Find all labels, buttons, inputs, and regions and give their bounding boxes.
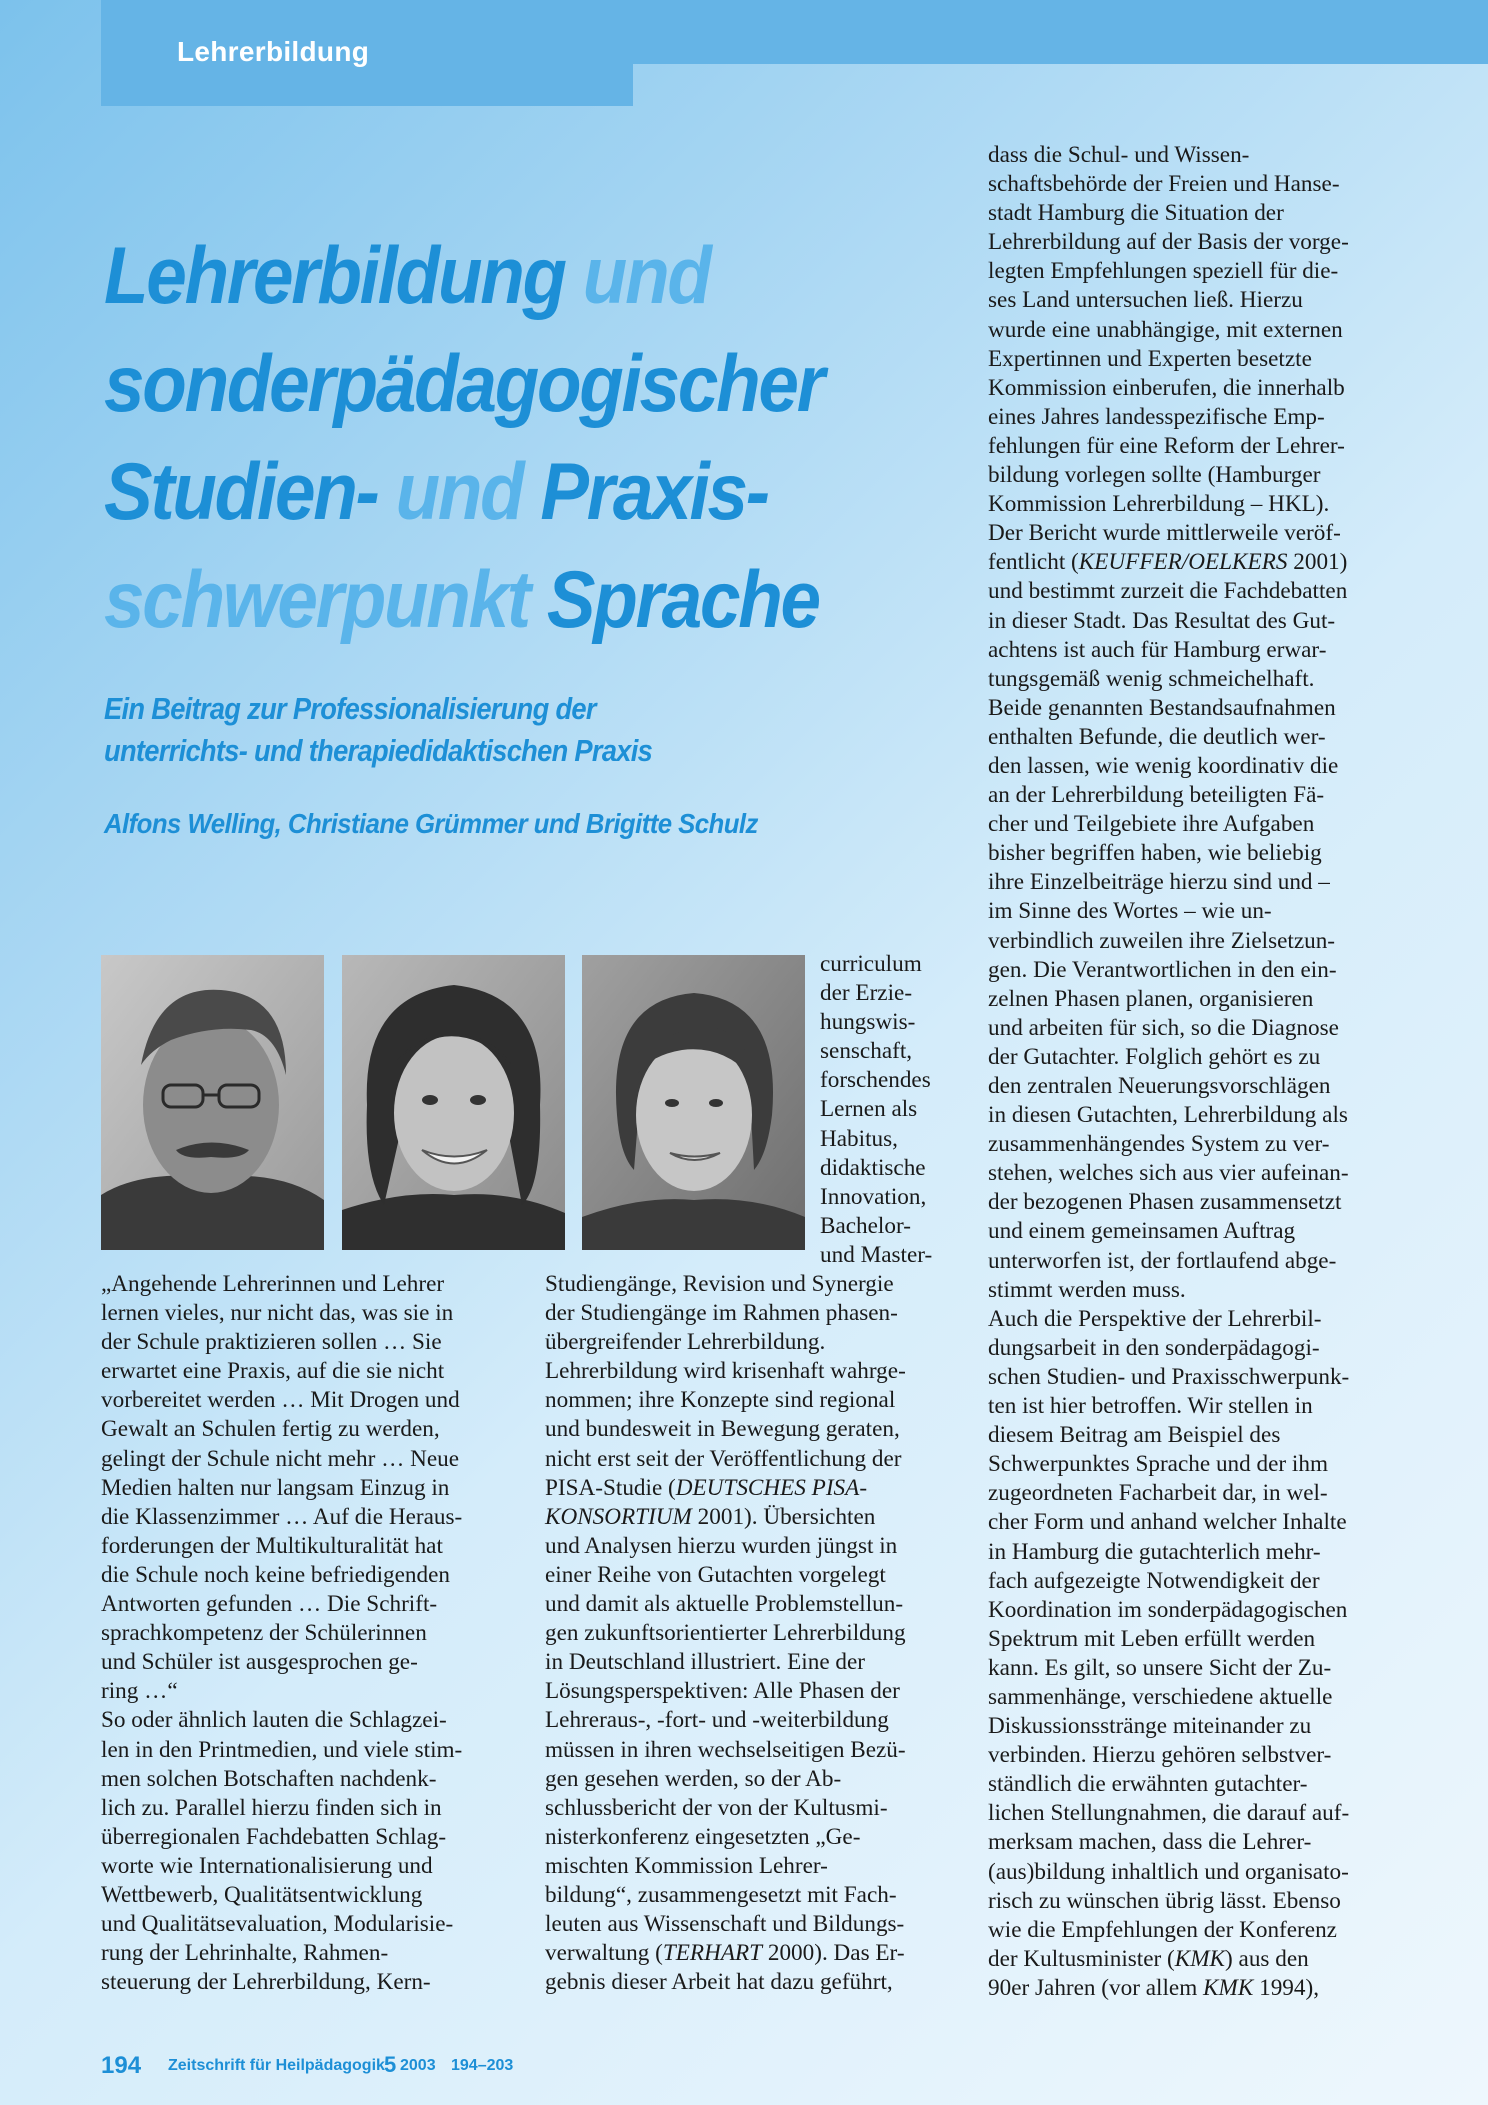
text-line: PISA-Studie (DEUTSCHES PISA- [545, 1474, 868, 1501]
text-line: So oder ähnlich lauten die Schlagzei- [101, 1707, 447, 1734]
text-line: und Qualitätsevaluation, Modularisie- [101, 1911, 454, 1938]
text-line: Schwerpunktes Sprache und der ihm [988, 1451, 1329, 1478]
text-line: verbindlich zuweilen ihre Zielsetzun- [988, 927, 1336, 954]
text-line: der Gutachter. Folglich gehört es zu [988, 1043, 1321, 1070]
text-line: rung der Lehrinhalte, Rahmen- [101, 1940, 389, 1967]
text-line: müssen in ihren wechselseitigen Bezü- [545, 1736, 906, 1763]
text-line: der bezogenen Phasen zusammensetzt [988, 1189, 1342, 1216]
text-line: und bestimmt zurzeit die Fachdebatten [988, 578, 1348, 605]
title-line-4b: Sprache [528, 555, 819, 645]
issue-year: 2003 [400, 2057, 436, 2074]
text-line: achtens ist auch für Hamburg erwar- [988, 636, 1327, 663]
text-line: in diesen Gutachten, Lehrerbildung als [988, 1102, 1348, 1129]
text-line: Habitus, [820, 1125, 898, 1152]
author-photo-3 [582, 955, 805, 1250]
text-line: und arbeiten für sich, so die Diagnose [988, 1014, 1339, 1041]
text-line: lernen vieles, nur nicht das, was sie in [101, 1300, 454, 1327]
text-line: und Schüler ist ausgesprochen ge- [101, 1649, 418, 1676]
text-line: Lehreraus-, -fort- und -weiterbildung [545, 1707, 889, 1734]
text-line: nisterkonferenz eingesetzten „Ge- [545, 1823, 861, 1850]
text-line: Koordination im sonderpädagogischen [988, 1596, 1348, 1623]
text-line: Antworten gefunden … Die Schrift- [101, 1591, 438, 1618]
text-line: ständlich die erwähnten gutachter- [988, 1771, 1308, 1798]
text-line: der Studiengänge im Rahmen phasen- [545, 1300, 898, 1327]
text-line: bildung vorlegen sollte (Hamburger [988, 462, 1321, 489]
page-range: 194–203 [451, 2057, 514, 2074]
text-line: und damit als aktuelle Problemstellun- [545, 1591, 904, 1618]
text-line: fehlungen für eine Reform der Lehrer- [988, 432, 1345, 459]
text-line: hungswis- [820, 1009, 916, 1036]
text-line: im Sinne des Wortes – wie un- [988, 898, 1272, 925]
text-line: leuten aus Wissenschaft und Bildungs- [545, 1911, 905, 1938]
text-line: risch zu wünschen übrig lässt. Ebenso [988, 1887, 1341, 1914]
title-line-3a: Studien- [104, 447, 378, 537]
text-line: Diskussionsstränge miteinander zu [988, 1713, 1312, 1740]
text-line: Beide genannten Bestandsaufnahmen [988, 694, 1336, 721]
title-line-4a: schwerpunkt [104, 555, 529, 645]
text-line: fach aufgezeigte Notwendigkeit der [988, 1567, 1320, 1594]
text-line: wie die Empfehlungen der Konferenz [988, 1916, 1337, 1943]
text-line: bildung“, zusammengesetzt mit Fach- [545, 1881, 897, 1908]
title-line-3c: Praxis- [540, 447, 768, 537]
text-line: legten Empfehlungen speziell für die- [988, 258, 1339, 285]
text-line: den zentralen Neuerungsvorschlägen [988, 1073, 1331, 1099]
text-line: Kommission Lehrerbildung – HKL). [988, 491, 1330, 518]
text-line: Kommission einberufen, die innerhalb [988, 374, 1345, 401]
text-line: schaftsbehörde der Freien und Hanse- [988, 171, 1340, 198]
text-line: sammenhänge, verschiedene aktuelle [988, 1683, 1333, 1710]
text-line: steuerung der Lehrerbildung, Kern- [101, 1969, 431, 1996]
text-line: Expertinnen und Experten besetzte [988, 345, 1312, 372]
text-line: ring …“ [101, 1678, 178, 1705]
text-line: lichen Stellungnahmen, die darauf auf- [988, 1800, 1350, 1827]
text-line: der Kultusminister (KMK) aus den [988, 1945, 1309, 1972]
title-line-1a: Lehrerbildung [104, 231, 565, 321]
text-line: gen. Die Verantwortlichen in den ein- [988, 956, 1337, 983]
text-column-narrow [820, 950, 960, 1270]
text-line: fentlicht (KEUFFER/OELKERS 2001) [988, 549, 1348, 576]
text-line: zelnen Phasen planen, organisieren [988, 985, 1314, 1012]
text-line: KONSORTIUM 2001). Übersichten [545, 1503, 876, 1530]
citation: KMK [1203, 1974, 1254, 2001]
text-line: die Schule noch keine befriedigenden [101, 1561, 450, 1588]
text-line: kann. Es gilt, so unsere Sicht der Zu- [988, 1654, 1332, 1681]
title-line-3b: und [377, 447, 541, 537]
text-line: schlussbericht der von der Kultusmi- [545, 1794, 888, 1821]
text-line: 90er Jahren (vor allem KMK 1994), [988, 1974, 1319, 2001]
citation: DEUTSCHES PISA- [675, 1474, 868, 1501]
text-line: Medien halten nur langsam Einzug in [101, 1474, 450, 1501]
text-line: cher und Teilgebiete ihre Aufgaben [988, 811, 1315, 838]
text-line: curriculum [820, 951, 922, 977]
section-label: Lehrerbildung [177, 36, 370, 67]
text-line: Lehrerbildung wird krisenhaft wahrge- [545, 1358, 906, 1385]
text-line: men solchen Botschaften nachdenk- [101, 1765, 437, 1792]
page-number: 194 [101, 2052, 142, 2079]
subtitle-line-2: unterrichts- und therapiedidaktischen Praxis [104, 733, 653, 768]
text-line: Lernen als [820, 1096, 918, 1123]
text-line: erwartet eine Praxis, auf die sie nicht [101, 1358, 445, 1385]
text-line: in Hamburg die gutachterlich mehr- [988, 1538, 1321, 1565]
author-photo-2 [342, 955, 565, 1250]
text-line: dass die Schul- und Wissen- [988, 142, 1250, 168]
text-line: „Angehende Lehrerinnen und Lehrer [101, 1271, 445, 1297]
text-line: tungsgemäß wenig schmeichelhaft. [988, 665, 1315, 692]
text-line: in dieser Stadt. Das Resultat des Gut- [988, 607, 1336, 634]
text-line: cher Form und anhand welcher Inhalte [988, 1509, 1347, 1536]
text-line: Auch die Perspektive der Lehrerbil- [988, 1305, 1322, 1332]
text-line: didaktische [820, 1154, 926, 1181]
text-line: ten ist hier betroffen. Wir stellen in [988, 1393, 1313, 1420]
text-line: gelingt der Schule nicht mehr … Neue [101, 1445, 460, 1472]
text-column-1 [101, 1270, 501, 1997]
text-line: nicht erst seit der Veröffentlichung der [545, 1445, 902, 1472]
text-line: Der Bericht wurde mittlerweile veröf- [988, 520, 1341, 547]
text-line: forderungen der Multikulturalität hat [101, 1532, 443, 1559]
text-line: diesem Beitrag am Beispiel des [988, 1422, 1281, 1449]
text-line: überregionalen Fachdebatten Schlag- [101, 1823, 447, 1850]
article-authors: Alfons Welling, Christiane Grümmer und Brigitte Schulz [104, 808, 758, 839]
text-line: enthalten Befunde, die deutlich wer- [988, 723, 1326, 750]
text-line: nommen; ihre Konzepte sind regional [545, 1387, 896, 1414]
text-line: dungsarbeit in den sonderpädagogi- [988, 1334, 1320, 1361]
text-line: gebnis dieser Arbeit hat dazu geführt, [545, 1969, 893, 1996]
text-line: und bundesweit in Bewegung geraten, [545, 1416, 900, 1443]
subtitle-line-1: Ein Beitrag zur Professionalisierung der [104, 691, 596, 726]
text-line: stehen, welches sich aus vier aufeinan- [988, 1160, 1349, 1187]
text-line: Lehrerbildung auf der Basis der vorge- [988, 229, 1349, 256]
text-column-2 [545, 1270, 955, 1997]
text-line: worte wie Internationalisierung und [101, 1852, 433, 1879]
text-line: (aus)bildung inhaltlich und organisato- [988, 1858, 1349, 1885]
text-line: verbinden. Hierzu gehören selbstver- [988, 1742, 1332, 1769]
text-line: schen Studien- und Praxisschwerpunk- [988, 1363, 1350, 1390]
text-line: der Schule praktizieren sollen … Sie [101, 1329, 442, 1356]
text-line: Gewalt an Schulen fertig zu werden, [101, 1416, 440, 1443]
text-line: forschendes [820, 1067, 931, 1094]
text-line: übergreifender Lehrerbildung. [545, 1329, 826, 1356]
section-header-tab [101, 0, 633, 106]
text-line: und einem gemeinsamen Auftrag [988, 1218, 1296, 1245]
text-line: in Deutschland illustriert. Eine der [545, 1649, 866, 1676]
title-line-1b: und [564, 231, 710, 321]
text-line: gen zukunftsorientierter Lehrerbildung [545, 1620, 906, 1647]
text-line: der Erzie- [820, 980, 913, 1007]
text-line: ses Land untersuchen ließ. Hierzu [988, 287, 1303, 314]
text-column-3 [988, 141, 1398, 2003]
citation: KEUFFER/OELKERS [1078, 549, 1288, 576]
text-line: stadt Hamburg die Situation der [988, 200, 1284, 227]
text-line: vorbereitet werden … Mit Drogen und [101, 1387, 460, 1414]
text-line: und Master- [820, 1241, 933, 1268]
text-line: verwaltung (TERHART 2000). Das Er- [545, 1940, 905, 1967]
issue-number: 5 [384, 2052, 397, 2077]
page-footer [101, 2052, 901, 2082]
text-line: lich zu. Parallel hierzu finden sich in [101, 1794, 442, 1821]
text-line: mischten Kommission Lehrer- [545, 1852, 828, 1879]
text-line: Wettbewerb, Qualitätsentwicklung [101, 1881, 423, 1908]
text-line: unterworfen ist, der fortlaufend abge- [988, 1247, 1337, 1274]
text-line: len in den Printmedien, und viele stim- [101, 1736, 463, 1763]
article-subtitle [104, 688, 738, 772]
header-bar [633, 0, 1488, 64]
citation: KONSORTIUM [545, 1503, 692, 1530]
text-line: merksam machen, dass die Lehrer- [988, 1829, 1312, 1856]
text-line: an der Lehrerbildung beteiligten Fä- [988, 782, 1325, 809]
text-line: die Klassenzimmer … Auf die Heraus- [101, 1503, 463, 1530]
text-line: ihre Einzelbeiträge hierzu sind und – [988, 869, 1330, 896]
journal-name: Zeitschrift für Heilpädagogik [168, 2057, 385, 2074]
title-line-2: sonderpädagogischer [104, 339, 823, 429]
text-line: einer Reihe von Gutachten vorgelegt [545, 1561, 886, 1588]
text-line: und Analysen hierzu wurden jüngst in [545, 1532, 898, 1559]
text-line: Spektrum mit Leben erfüllt werden [988, 1625, 1316, 1652]
text-line: Bachelor- [820, 1212, 911, 1239]
text-line: wurde eine unabhängige, mit externen [988, 316, 1343, 343]
author-photo-1 [101, 955, 324, 1250]
text-line: eines Jahres landesspezifische Emp- [988, 403, 1325, 430]
article-title [104, 222, 842, 654]
text-line: Innovation, [820, 1183, 927, 1210]
citation: TERHART [662, 1940, 763, 1967]
text-line: sprachkompetenz der Schülerinnen [101, 1620, 427, 1647]
text-line: zusammenhängendes System zu ver- [988, 1131, 1330, 1158]
text-line: gen gesehen werden, so der Ab- [545, 1765, 842, 1792]
text-line: stimmt werden muss. [988, 1276, 1186, 1303]
text-line: Lösungsperspektiven: Alle Phasen der [545, 1678, 900, 1705]
text-line: senschaft, [820, 1038, 913, 1065]
text-line: Studiengänge, Revision und Synergie [545, 1271, 894, 1297]
text-line: den lassen, wie wenig koordinativ die [988, 752, 1339, 779]
text-line: zugeordneten Facharbeit dar, in wel- [988, 1480, 1328, 1507]
text-line: bisher begriffen haben, wie beliebig [988, 840, 1322, 867]
citation: KMK [1174, 1945, 1226, 1972]
